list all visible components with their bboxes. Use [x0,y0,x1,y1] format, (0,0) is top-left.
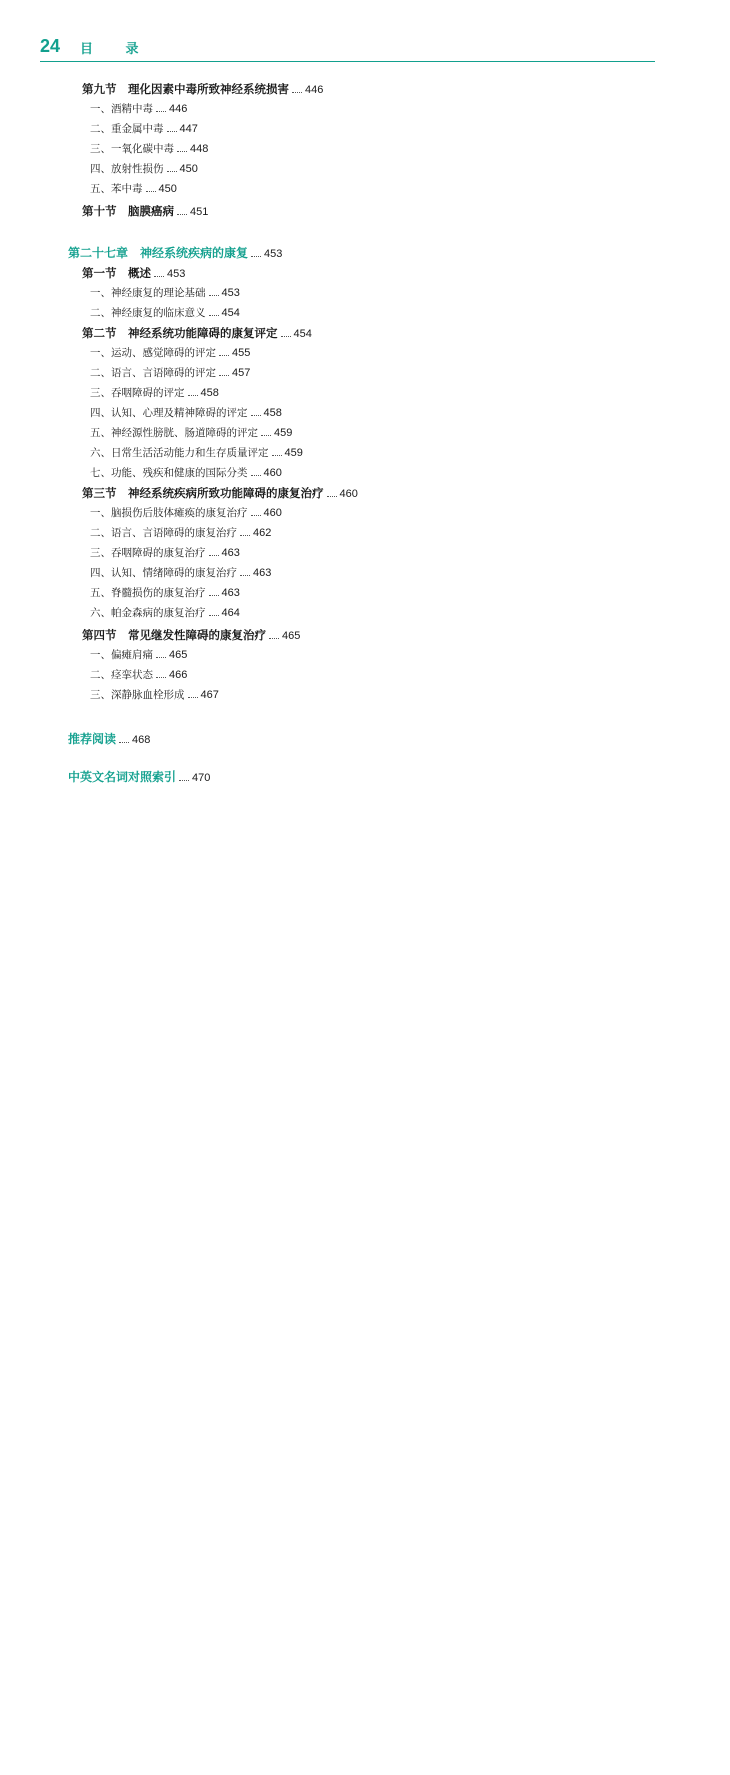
toc-entry-page: 466 [169,669,188,681]
dot-leader [240,535,250,536]
header-title: 目 录 [80,42,153,57]
toc-entry-page: 458 [200,387,219,399]
dot-leader [209,595,219,596]
toc-entry-page: 458 [263,407,282,419]
dot-leader [219,355,229,356]
dot-leader [188,395,198,396]
toc-entry-label: 五、脊髓损伤的康复治疗 [90,587,206,599]
dot-leader [156,657,166,658]
toc-entry-page: 460 [263,467,282,479]
toc-entry-label: 二、痉挛状态 [90,669,153,681]
toc-entry [82,80,655,98]
toc-entry [68,244,655,262]
toc-entry-label: 六、日常生活活动能力和生存质量评定 [90,447,269,459]
dot-leader [251,515,261,516]
toc-entry-page: 470 [192,772,211,784]
dot-leader [119,742,129,743]
toc-entry-label: 三、吞咽障碍的康复治疗 [90,547,206,559]
toc-entry-page: 462 [253,527,272,539]
toc-entry-label: 第三节 神经系统疾病所致功能障碍的康复治疗 [82,486,324,500]
toc-entry [90,666,655,684]
toc-entry [82,202,655,220]
dot-leader [269,638,279,639]
dot-leader [167,171,177,172]
dot-leader [177,151,187,152]
toc-entry [90,646,655,664]
toc-entry [90,524,655,542]
toc-entry-label: 一、运动、感觉障碍的评定 [90,347,216,359]
dot-leader [261,435,271,436]
dot-leader [240,575,250,576]
toc-entry-page: 467 [200,689,219,701]
toc-entry-page: 460 [263,507,282,519]
toc-entry [90,364,655,382]
toc-entry-label: 中英文名词对照索引 [68,770,177,784]
toc-entry [90,464,655,482]
toc-entry [90,604,655,622]
toc-entry-label: 三、吞咽障碍的评定 [90,387,185,399]
toc-entry [82,264,655,282]
page-number: 24 [40,36,61,56]
dot-leader [146,191,156,192]
dot-leader [167,131,177,132]
toc-entry [90,344,655,362]
toc-entry [90,304,655,322]
toc-entry-label: 六、帕金森病的康复治疗 [90,607,206,619]
toc-entry-page: 450 [179,163,198,175]
toc-entry [90,160,655,178]
toc-entry [90,504,655,522]
toc-entry-page: 446 [169,103,188,115]
toc-entry-page: 463 [253,567,272,579]
dot-leader [209,555,219,556]
toc-entry-label: 二、语言、言语障碍的评定 [90,367,216,379]
header-rule [40,61,655,62]
toc-entry [90,180,655,198]
toc-entry [90,140,655,158]
dot-leader [209,615,219,616]
dot-leader [156,111,166,112]
dot-leader [209,315,219,316]
toc-entry [90,544,655,562]
toc-entry-label: 三、深静脉血栓形成 [90,689,185,701]
dot-leader [251,256,261,257]
dot-leader [292,92,302,93]
toc-entry-page: 453 [167,268,186,280]
toc-entry-label: 五、神经源性膀胱、肠道障碍的评定 [90,427,258,439]
toc-entry-page: 463 [221,587,240,599]
dot-leader [179,780,189,781]
dot-leader [209,295,219,296]
toc-entry [68,730,655,748]
dot-leader [272,455,282,456]
dot-leader [327,496,337,497]
toc-entry [90,424,655,442]
toc-entry-label: 第二节 神经系统功能障碍的康复评定 [82,326,278,340]
toc-entry-page: 453 [221,287,240,299]
toc-entry-label: 第一节 概述 [82,266,151,280]
toc-entry-page: 464 [221,607,240,619]
toc-entry-page: 459 [284,447,303,459]
toc-entry [90,584,655,602]
toc-entry [68,768,655,786]
toc-entry-label: 第四节 常见继发性障碍的康复治疗 [82,628,266,642]
toc-entry-label: 第二十七章 神经系统疾病的康复 [68,246,249,260]
toc-entry-page: 463 [221,547,240,559]
toc-entry-page: 457 [232,367,251,379]
toc-entry-label: 二、重金属中毒 [90,123,164,135]
toc-entry-page: 446 [305,84,324,96]
toc-entry [82,484,655,502]
toc-entry [90,444,655,462]
toc-entry-page: 450 [158,183,177,195]
dot-leader [154,276,164,277]
toc-entry-label: 第十节 脑膜癌病 [82,204,174,218]
toc-entry-page: 447 [179,123,198,135]
toc-entry-label: 五、苯中毒 [90,183,143,195]
toc-entry [90,100,655,118]
toc-entry-label: 四、认知、心理及精神障碍的评定 [90,407,248,419]
toc-entry-page: 453 [264,248,283,260]
toc-entry-label: 第九节 理化因素中毒所致神经系统损害 [82,82,289,96]
toc-entry [90,404,655,422]
dot-leader [251,415,261,416]
toc-entry-page: 451 [190,206,209,218]
toc-entry-label: 推荐阅读 [68,732,117,746]
toc-entry [82,324,655,342]
toc-entry-page: 454 [293,328,312,340]
toc-entry [90,284,655,302]
toc-entry-label: 一、神经康复的理论基础 [90,287,206,299]
toc-entry [90,686,655,704]
dot-leader [281,336,291,337]
page-header [40,36,655,62]
toc-entry-label: 一、脑损伤后肢体瘫痪的康复治疗 [90,507,248,519]
toc-entry-page: 455 [232,347,251,359]
toc-entry-label: 四、放射性损伤 [90,163,164,175]
toc-entry-page: 465 [282,630,301,642]
dot-leader [188,697,198,698]
toc-entry-label: 一、偏瘫肩痛 [90,649,153,661]
toc-entry [90,564,655,582]
toc-entry [90,120,655,138]
dot-leader [177,214,187,215]
toc-entry-page: 454 [221,307,240,319]
toc-entry-label: 一、酒精中毒 [90,103,153,115]
toc-entry [90,384,655,402]
toc-entry-label: 三、一氧化碳中毒 [90,143,174,155]
dot-leader [219,375,229,376]
toc-entry-page: 468 [132,734,151,746]
toc-entry-page: 465 [169,649,188,661]
toc-entry-label: 二、神经康复的临床意义 [90,307,206,319]
toc-entry-label: 四、认知、情绪障碍的康复治疗 [90,567,237,579]
toc-entry-label: 二、语言、言语障碍的康复治疗 [90,527,237,539]
toc-entry-page: 459 [274,427,293,439]
dot-leader [251,475,261,476]
toc-entry-label: 七、功能、残疾和健康的国际分类 [90,467,248,479]
toc-entry-page: 448 [190,143,209,155]
dot-leader [156,677,166,678]
toc-entry [82,626,655,644]
toc-entry-page: 460 [339,488,358,500]
